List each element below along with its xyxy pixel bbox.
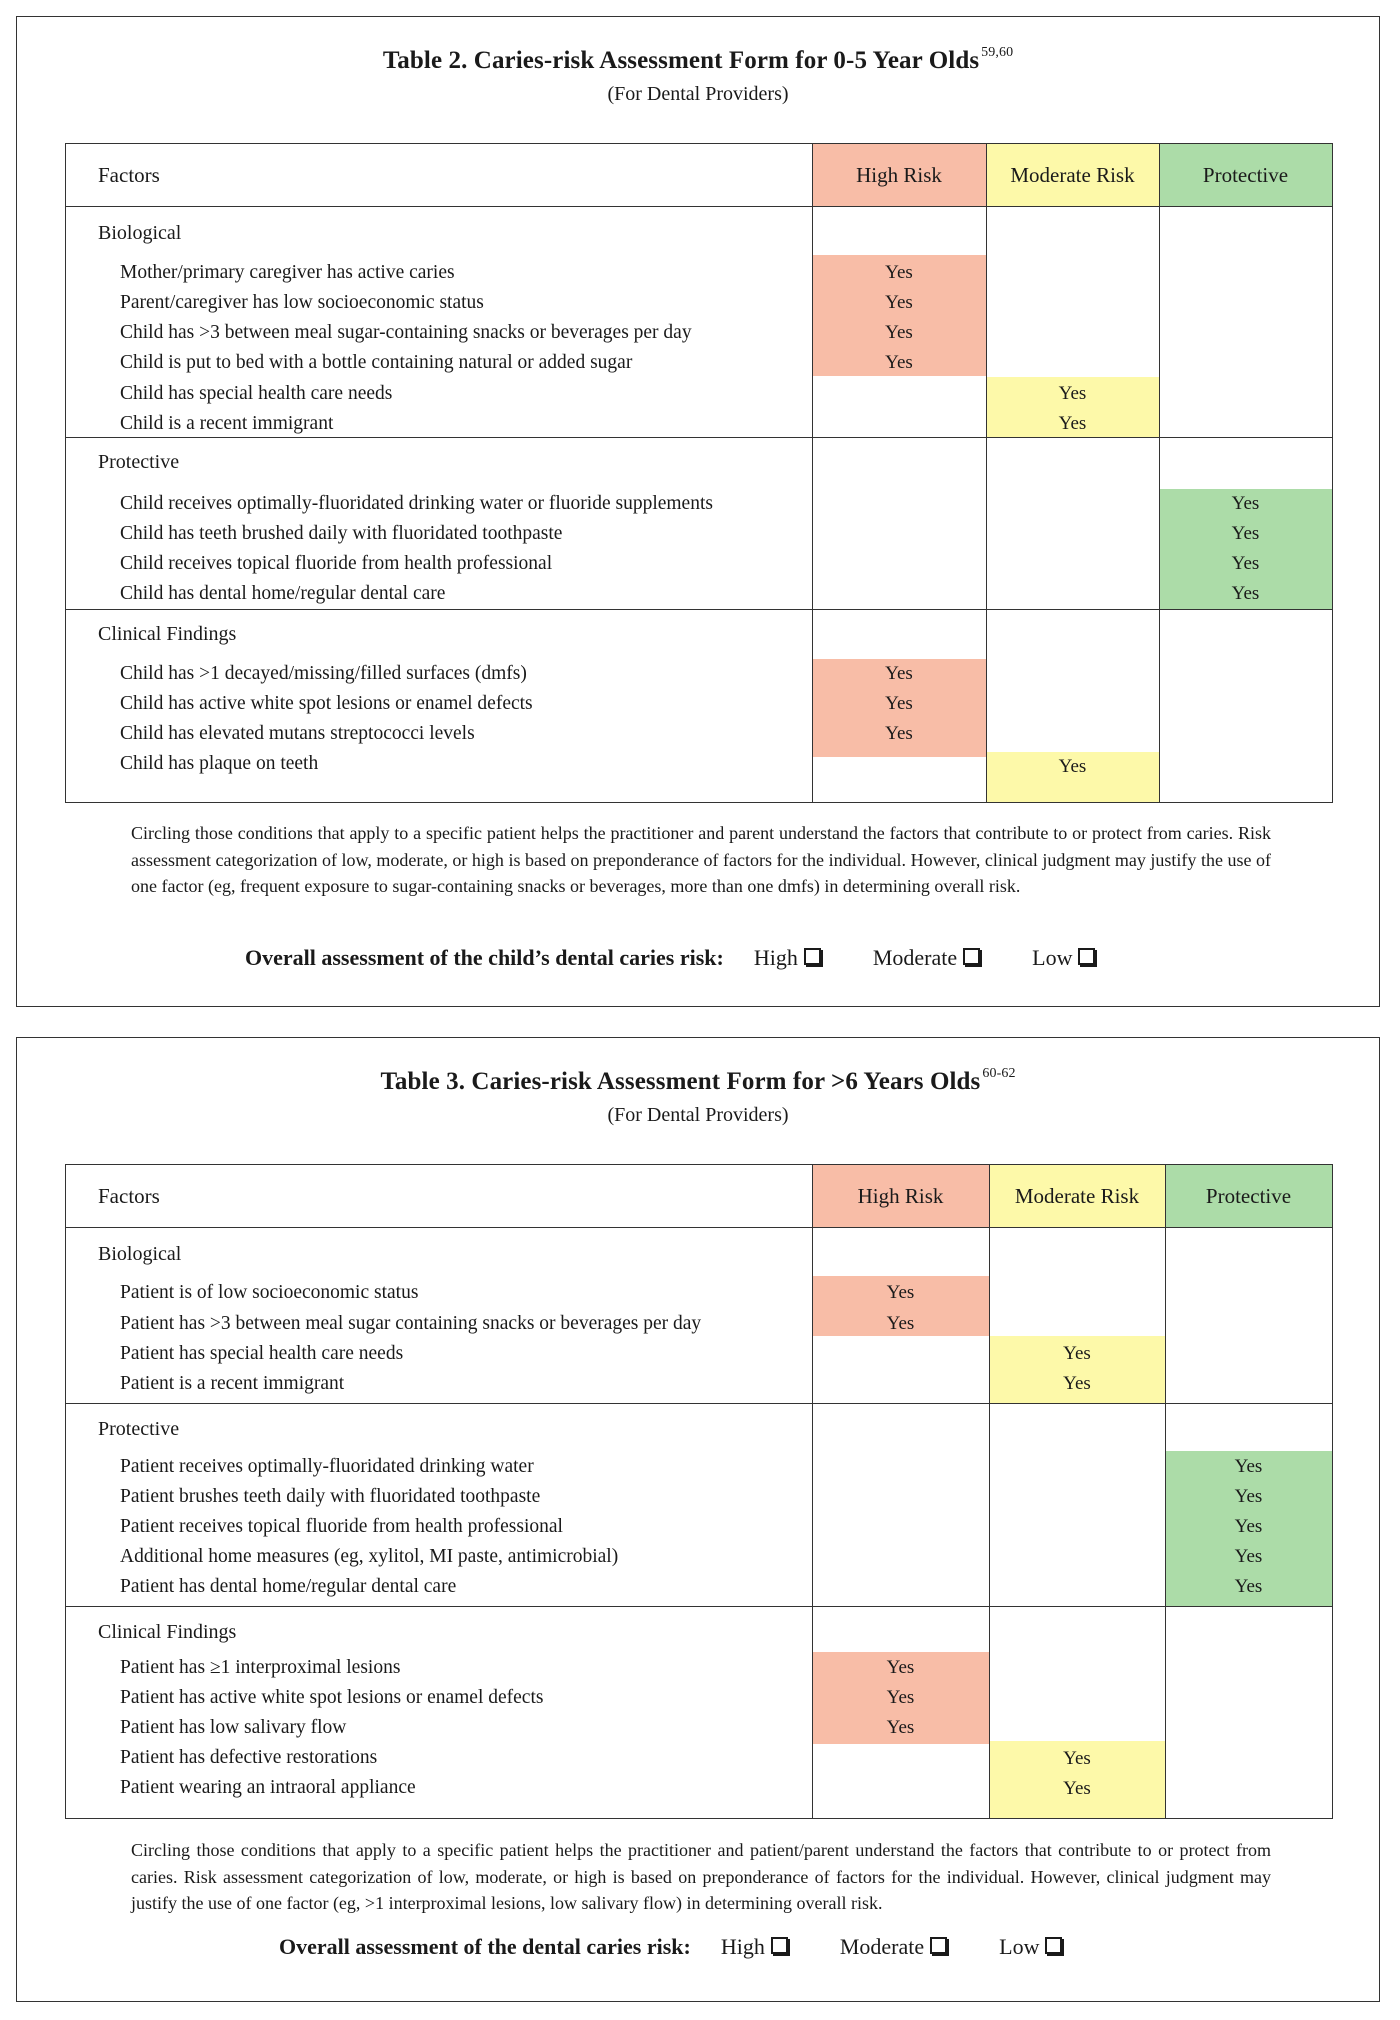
yes-cell: Yes <box>1234 1546 1263 1567</box>
table2-title-refs: 59,60 <box>981 45 1014 60</box>
moderate-risk-header: Moderate Risk <box>1014 1183 1140 1208</box>
yes-cell: Yes <box>1063 1778 1091 1799</box>
low-option[interactable]: Low <box>1032 945 1097 970</box>
section-heading: Protective <box>98 1418 180 1440</box>
table2-title: Table 2. Caries-risk Assessment Form for 0-5 Year Olds $^{59,60}$ <box>382 45 1014 74</box>
factor-row: Patient has dental home/regular dental care <box>120 1576 457 1597</box>
column-divider <box>986 144 987 802</box>
yes-cell: Yes <box>885 693 913 714</box>
row-divider <box>66 1227 1332 1228</box>
section-heading: Clinical Findings <box>98 1621 237 1643</box>
yes-cell: Yes <box>886 1313 915 1334</box>
table2-panel <box>16 16 1380 1007</box>
factor-row: Child has elevated mutans streptococci levels <box>120 723 475 744</box>
table3-note: Circling those conditions that apply to a specific patient helps the practitioner and patient/parent understand the factors that contribute to or protect from caries. Risk assessment categorization of low, moderate, or high is based on preponderance of factors for the individual. However, clinical judgment may justify the use of one factor (eg, >1 interproximal lesions, low salivary flow) in determining overall risk. <box>131 1840 1271 1913</box>
high-risk-header: High Risk <box>856 162 942 187</box>
section-heading: Protective <box>98 451 180 473</box>
yes-cell: Yes <box>885 663 913 684</box>
factor-row: Child has active white spot lesions or enamel defects <box>120 693 533 714</box>
factor-row: Child is a recent immigrant <box>120 413 334 434</box>
yes-cell: Yes <box>886 1282 915 1303</box>
factor-row: Child has plaque on teeth <box>120 753 319 774</box>
factor-row: Additional home measures (eg, xylitol, MI paste, antimicrobial) <box>120 1546 619 1567</box>
factor-row: Patient is of low socioeconomic status <box>120 1282 419 1303</box>
table2-grid <box>65 143 1333 803</box>
section-heading: Biological <box>98 222 182 244</box>
factor-row: Child receives optimally-fluoridated drinking water or fluoride supplements <box>120 493 713 514</box>
factor-row: Patient has ≥1 interproximal lesions <box>120 1657 401 1678</box>
high-option[interactable]: High <box>721 1934 790 1959</box>
factor-row: Child is put to bed with a bottle containing natural or added sugar <box>120 352 633 373</box>
factor-row: Child has teeth brushed daily with fluoridated toothpaste <box>120 523 563 544</box>
table2-overall-assessment <box>245 945 1147 971</box>
factor-row: Patient has special health care needs <box>120 1343 404 1364</box>
protective-header: Protective <box>1205 1183 1292 1208</box>
factors-header: Factors <box>98 162 160 187</box>
high-risk-header: High Risk <box>857 1183 944 1208</box>
factor-row: Child receives topical fluoride from health professional <box>120 553 553 574</box>
checkbox-icon[interactable] <box>963 948 980 965</box>
yes-cell: Yes <box>1231 493 1260 514</box>
protective-header: Protective <box>1202 162 1289 187</box>
factor-row: Patient has >3 between meal sugar containing snacks or beverages per day <box>120 1313 702 1334</box>
yes-cell: Yes <box>1063 1748 1091 1769</box>
row-divider <box>66 609 1332 610</box>
factor-row: Patient has defective restorations <box>120 1747 378 1768</box>
table3-overall-assessment <box>279 1934 1114 1960</box>
yes-cell: Yes <box>1058 383 1087 404</box>
yes-cell: Yes <box>885 322 913 343</box>
yes-cell: Yes <box>886 1717 915 1738</box>
yes-cell: Yes <box>886 1657 915 1678</box>
factor-row: Patient receives optimally-fluoridated drinking water <box>120 1456 534 1477</box>
yes-cell: Yes <box>886 1687 915 1708</box>
factor-row: Patient brushes teeth daily with fluoridated toothpaste <box>120 1486 541 1507</box>
yes-cell: Yes <box>1234 1516 1263 1537</box>
checkbox-icon[interactable] <box>771 1937 788 1954</box>
row-divider <box>66 1606 1332 1607</box>
column-divider <box>1159 144 1160 802</box>
section-heading: Biological <box>98 1243 182 1265</box>
yes-cell: Yes <box>1063 1373 1091 1394</box>
checkbox-icon[interactable] <box>1078 948 1095 965</box>
overall-label: Overall assessment of the dental caries risk: <box>279 1934 691 1959</box>
table3-title: Table 3. Caries-risk Assessment Form for >6 Years Olds $^{60-62}$ <box>380 1066 1016 1095</box>
yes-cell: Yes <box>1234 1486 1263 1507</box>
yes-cell: Yes <box>885 262 913 283</box>
row-divider <box>66 1403 1332 1404</box>
factor-row: Child has >1 decayed/missing/filled surfaces (dmfs) <box>120 663 527 684</box>
overall-label: Overall assessment of the child’s dental caries risk: <box>245 945 724 970</box>
table3-subtitle: (For Dental Providers) <box>607 1104 789 1126</box>
row-divider <box>66 437 1332 438</box>
section-heading: Clinical Findings <box>98 623 237 645</box>
yes-cell: Yes <box>885 352 913 373</box>
moderate-risk-header: Moderate Risk <box>1010 162 1135 187</box>
column-divider <box>989 1165 990 1818</box>
yes-cell: Yes <box>1231 553 1260 574</box>
yes-cell: Yes <box>1231 523 1260 544</box>
factor-row: Child has >3 between meal sugar-containing snacks or beverages per day <box>120 322 692 343</box>
moderate-option[interactable]: Moderate <box>873 945 982 970</box>
factor-row: Parent/caregiver has low socioeconomic status <box>120 292 484 313</box>
table3-grid <box>65 1164 1333 1819</box>
factor-row: Child has special health care needs <box>120 383 393 404</box>
factor-row: Patient has active white spot lesions or enamel defects <box>120 1687 544 1708</box>
yes-cell: Yes <box>1063 1343 1091 1364</box>
table2-note: Circling those conditions that apply to a specific patient helps the practitioner and parent understand the factors that contribute to or protect from caries. Risk assessment categorization of low, moderate, or high is based on preponderance of factors for the individual. However, clinical judgment may justify the use of one factor (eg, frequent exposure to sugar-containing snacks or beverages, more than one dmfs) in determining overall risk. <box>131 823 1271 896</box>
yes-cell: Yes <box>1234 1456 1263 1477</box>
yes-cell: Yes <box>1234 1576 1263 1597</box>
yes-cell: Yes <box>1058 413 1087 434</box>
checkbox-icon[interactable] <box>930 1937 947 1954</box>
factor-row: Patient is a recent immigrant <box>120 1373 345 1394</box>
moderate-option[interactable]: Moderate <box>840 1934 949 1959</box>
table2-subtitle: (For Dental Providers) <box>607 83 789 105</box>
factor-row: Patient has low salivary flow <box>120 1717 347 1738</box>
yes-cell: Yes <box>885 292 913 313</box>
checkbox-icon[interactable] <box>804 948 821 965</box>
table3-title-refs: 60-62 <box>982 1066 1016 1081</box>
factor-row: Mother/primary caregiver has active caries <box>120 262 455 283</box>
yes-cell: Yes <box>1058 756 1087 777</box>
high-option[interactable]: High <box>754 945 823 970</box>
factors-header: Factors <box>98 1183 160 1208</box>
low-option[interactable]: Low <box>999 1934 1064 1959</box>
factor-row: Patient wearing an intraoral appliance <box>120 1777 416 1798</box>
factor-row: Patient receives topical fluoride from health professional <box>120 1516 563 1537</box>
table3-panel <box>16 1037 1380 2002</box>
row-divider <box>66 206 1332 207</box>
yes-cell: Yes <box>1231 583 1260 604</box>
factor-row: Child has dental home/regular dental care <box>120 583 446 604</box>
checkbox-icon[interactable] <box>1045 1937 1062 1954</box>
yes-cell: Yes <box>885 723 913 744</box>
